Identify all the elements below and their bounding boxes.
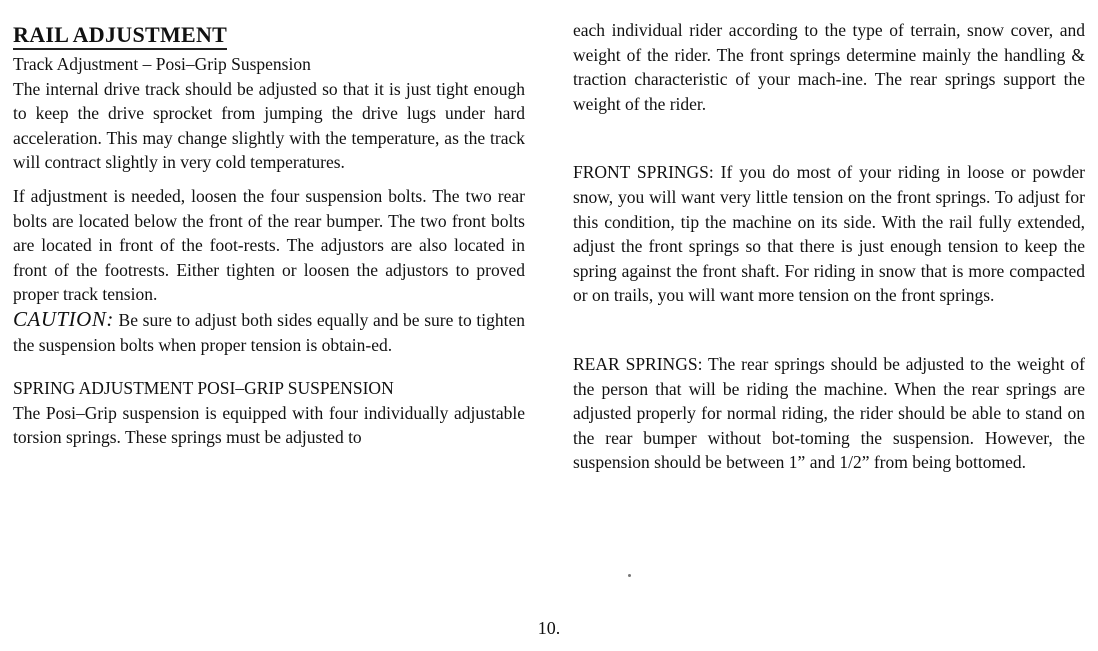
subsection-title: Track Adjustment – Posi–Grip Suspension — [13, 54, 311, 74]
spring-adjustment-heading: SPRING ADJUSTMENT POSI–GRIP SUSPENSION — [13, 378, 394, 399]
scan-speck — [628, 574, 631, 577]
page-number: 10. — [537, 618, 561, 638]
rider-paragraph: each individual rider according to the type of terrain, snow cover, and weight of the rider. The front springs determine mainly the handling & traction characteristic of your mach-ine. The rear springs support the weight of the rider. — [573, 20, 1085, 114]
caution-text: Be sure to adjust both sides equally and be sure to tighten the suspension bolts when proper tension is obtain-ed. — [13, 309, 525, 355]
track-paragraph: The internal drive track should be adjusted so that it is just tight enough to keep the drive sprocket from jumping the drive lugs under hard acceleration. This may change slightly with the temperature, as the track will contract slightly in very cold temperatures. — [13, 78, 525, 173]
caution-label: CAUTION: — [13, 306, 114, 331]
caution-paragraph — [13, 307, 525, 357]
right-column — [573, 18, 1085, 475]
left-column — [13, 20, 525, 450]
adjustment-paragraph: If adjustment is needed, loosen the four suspension bolts. The two rear bolts are located below the front of the rear bumper. The two front bolts are located in front of the foot-rests. The adjustors are also located in front of the footrests. Either tighten or loosen the adjustors to proved proper track tension. — [13, 185, 525, 305]
spring-intro-paragraph: The Posi–Grip suspension is equipped with four individually adjustable torsion springs. These springs must be adjusted to — [13, 402, 525, 448]
rear-springs-paragraph: REAR SPRINGS: The rear springs should be adjusted to the weight of the person that will be riding the machine. When the rear springs are adjusted properly for normal riding, the rider should be able to stand on the rear bumper without bot-toming the suspension. However, the suspension should be between 1” and 1/2” from being bottomed. — [573, 353, 1085, 473]
front-springs-paragraph: FRONT SPRINGS: If you do most of your riding in loose or powder snow, you will want very little tension on the front springs. To adjust for this condition, tip the machine on its side. With the rail fully extended, adjust the front springs so that there is just enough tension to keep the spring against the front shaft. For riding in snow that is more compacted or on trails, you will want more tension on the front springs. — [573, 162, 1085, 306]
section-title: RAIL ADJUSTMENT — [13, 22, 227, 50]
